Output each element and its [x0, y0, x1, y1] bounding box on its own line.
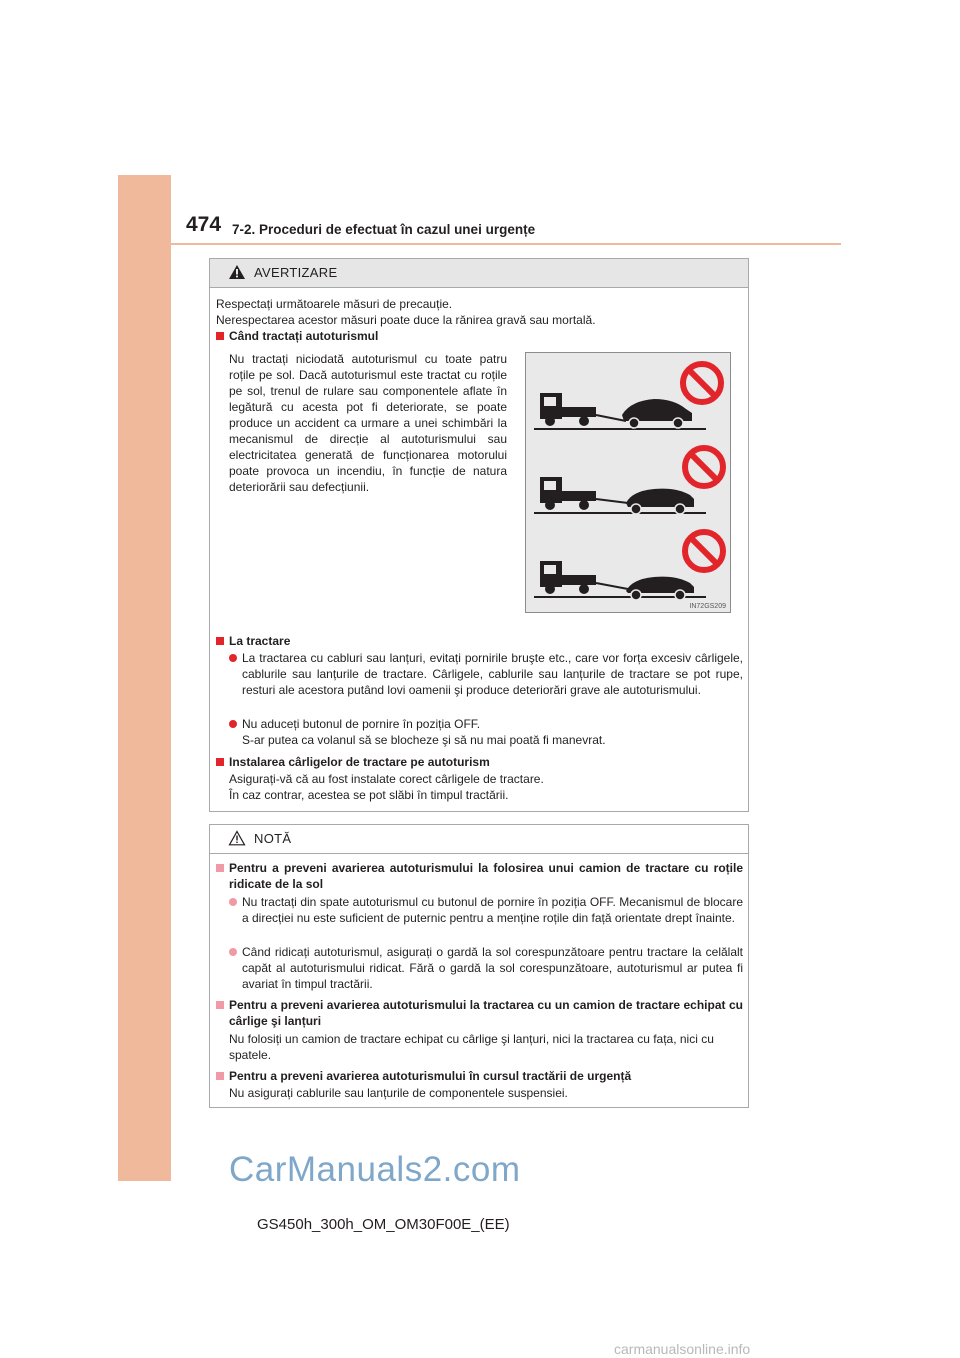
warning-header — [210, 259, 748, 288]
header-rule — [171, 243, 841, 245]
note-s2-text: Nu folosiți un camion de tractare echipat cu cârlige şi lanțuri, nici la tractarea cu fața, nici cu spatele. — [229, 1032, 714, 1062]
round-bullet-icon — [229, 720, 237, 728]
note-s1-heading: Pentru a preveni avarierea autoturismului la folosirea unui camion de tractare cu roțile ridicate de la sol — [216, 860, 743, 892]
bullet-off-switch: Nu aduceți butonul de pornire în poziția OFF. S-ar putea ca volanul să se blocheze şi să nu mai poată fi manevrat. — [229, 716, 743, 748]
square-bullet-icon — [216, 332, 224, 340]
note-header — [210, 825, 748, 854]
corner-watermark: carmanualsonline.info — [614, 1341, 751, 1357]
chapter-title: 7-2. Proceduri de efectuat în cazul unei urgențe — [232, 222, 536, 237]
note-title: NOTĂ — [254, 831, 292, 846]
section-hooks-heading: Instalarea cârligelor de tractare pe autoturism — [216, 754, 490, 770]
page-number: 474 — [186, 213, 222, 236]
square-bullet-icon — [216, 637, 224, 645]
section-towing-heading: Când tractați autoturismul — [216, 328, 378, 344]
square-bullet-icon — [216, 758, 224, 766]
square-bullet-icon — [216, 1001, 224, 1009]
round-bullet-icon — [229, 948, 237, 956]
round-bullet-icon — [229, 654, 237, 662]
note-s1-bullet2: Când ridicați autoturismul, asigurați o gardă la sol corespunzătoare pentru tractare la celălalt capăt al autoturismului ridicat. Fără o gardă la sol corespunzătoare, autoturismul ar putea fi avariat în timpul tractării. — [229, 944, 743, 992]
illustration-code: IN72GS209 — [689, 603, 726, 610]
caution-triangle-icon — [228, 830, 246, 846]
section-hooks-text: Asigurați-vă că au fost instalate corect cârligele de tractare. În caz contrar, acestea se pot slăbi în timpul tractării. — [229, 772, 544, 802]
note-s1-bullet1: Nu tractați din spate autoturismul cu butonul de pornire în poziția OFF. Mecanismul de blocare a direcției nu este suficient de puternic pentru a menține roțile din față orientate drept înainte. — [229, 894, 743, 926]
warning-intro — [216, 296, 744, 328]
footer-model-code: GS450h_300h_OM_OM30F00E_(EE) — [257, 1216, 510, 1233]
section-tractare-heading: La tractare — [216, 633, 290, 649]
watermark-carmanuals: CarManuals2.com — [229, 1150, 521, 1189]
bullet-chains: La tractarea cu cabluri sau lanțuri, evitați pornirile bruşte etc., care vor forța excesiv cârligele, cablurile sau lanțurile de tractare. Cârligele, cablurile sau lanțurile de tractare se pot rupe, resturi ale acestora putând lovi oamenii şi produce deteriorări grave ale autoturismului. — [229, 650, 743, 698]
side-tab-bar — [118, 175, 171, 1181]
square-bullet-icon — [216, 1072, 224, 1080]
square-bullet-icon — [216, 864, 224, 872]
warning-intro-line-2: Nerespectarea acestor măsuri poate duce la rănirea gravă sau mortală. — [216, 313, 596, 327]
note-s3-heading: Pentru a preveni avarierea autoturismului în cursul tractării de urgență — [216, 1068, 743, 1084]
towing-illustration — [525, 352, 731, 613]
note-s3-text: Nu asigurați cablurile sau lanțurile de componentele suspensiei. — [229, 1086, 568, 1100]
warning-intro-line-1: Respectați următoarele măsuri de precauție. — [216, 297, 453, 311]
note-s2-heading: Pentru a preveni avarierea autoturismului la tractarea cu un camion de tractare echipat cu cârlige şi lanțuri — [216, 997, 743, 1029]
section-towing-text: Nu tractați niciodată autoturismul cu toate patru roțile pe sol. Dacă autoturismul este tractat cu roțile pe sol, trenul de rulare sau componentele aflate în legătură cu acesta pot fi deteriorate, se poate produce un accident ca urmare a unei schimbări la mecanismul de direcție al autoturismului sau electricitatea generată de funcționarea motorului poate provoca un incendiu, în funcție de natura deteriorării sau defecțiunii. — [229, 352, 507, 494]
round-bullet-icon — [229, 898, 237, 906]
warning-triangle-icon — [228, 264, 246, 280]
warning-title: AVERTIZARE — [254, 265, 338, 280]
tow-truck-prohibited-icons — [526, 353, 730, 612]
